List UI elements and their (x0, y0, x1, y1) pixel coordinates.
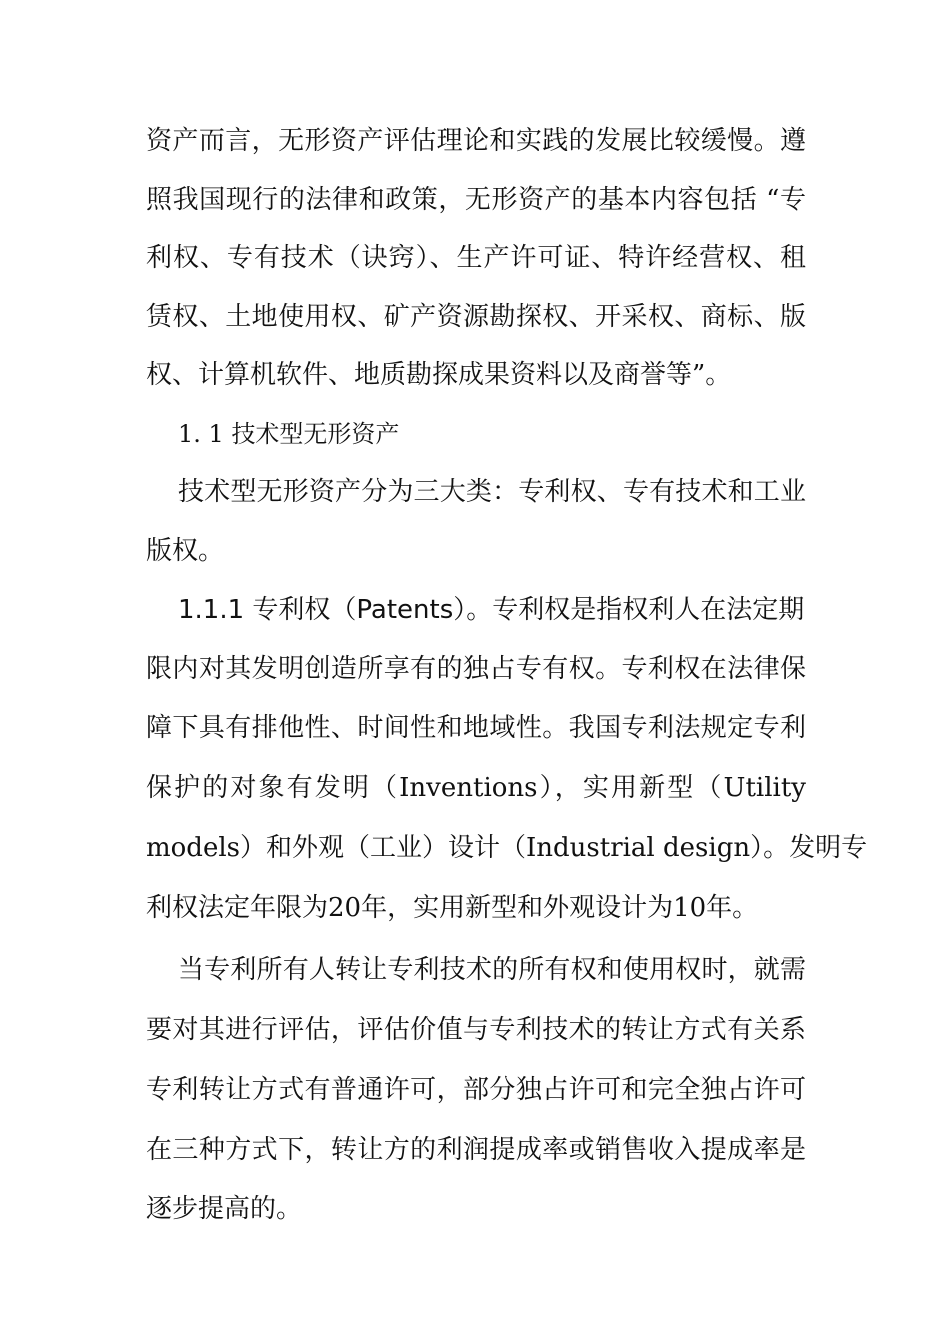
paragraph-line: 要对其进行评估，评估价值与专利技术的转让方式有关系 (146, 1015, 806, 1045)
paragraph-line: 当专利所有人转让专利技术的所有权和使用权时，就需 (178, 955, 806, 985)
subsection-heading: 1.1.1 专利权（Patents） (178, 595, 467, 625)
paragraph-line: 赁权、土地使用权、矿产资源勘探权、开采权、商标、版 (146, 302, 806, 332)
paragraph-line: 在三种方式下，转让方的利润提成率或销售收入提成率是 (146, 1135, 806, 1165)
section-title: 技术型无形资产 (231, 420, 400, 448)
paragraph-line: models）和外观（工业）设计（Industrial design）。发明专 (146, 833, 868, 863)
paragraph-line: 技术型无形资产分为三大类：专利权、专有技术和工业 (178, 477, 806, 507)
paragraph-line: 利权、专有技术（诀窍）、生产许可证、特许经营权、租 (146, 243, 806, 273)
paragraph-line: 利权法定年限为20年，实用新型和外观设计为10年。 (146, 893, 759, 923)
paragraph-line: 障下具有排他性、时间性和地域性。我国专利法规定专利 (146, 713, 806, 743)
paragraph-line: 照我国现行的法律和政策，无形资产的基本内容包括 “专 (146, 185, 806, 215)
paragraph-line: 逐步提高的。 (146, 1194, 303, 1224)
section-number: 1. 1 (178, 420, 224, 448)
paragraph-line: 保护的对象有发明（Inventions），实用新型（Utility (146, 773, 806, 803)
paragraph-line: 版权。 (146, 536, 225, 566)
paragraph-line: 权、计算机软件、地质勘探成果资料以及商誉等”。 (146, 360, 732, 390)
paragraph-line: 专利转让方式有普通许可，部分独占许可和完全独占许可 (146, 1075, 806, 1105)
subsection-line (178, 590, 806, 630)
subsection-text: 。专利权是指权利人在法定期 (466, 595, 805, 625)
paragraph-line: 限内对其发明创造所享有的独占专有权。专利权在法律保 (146, 654, 806, 684)
section-heading (178, 414, 806, 454)
paragraph-line: 资产而言，无形资产评估理论和实践的发展比较缓慢。遵 (146, 126, 806, 156)
